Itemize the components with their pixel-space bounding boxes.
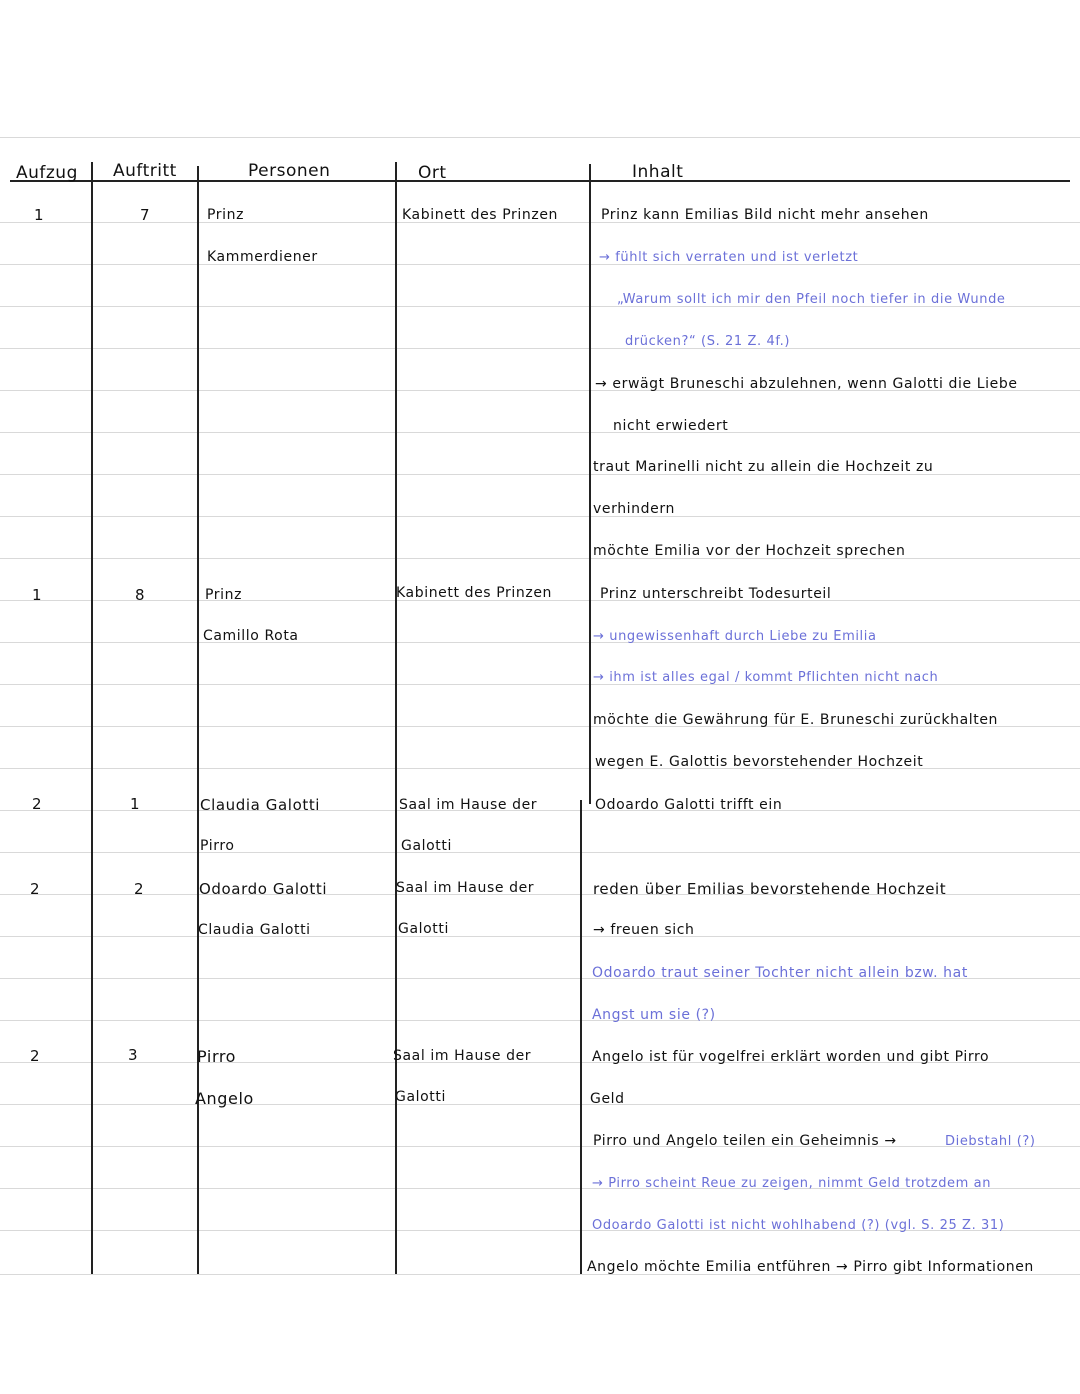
cell-inhalt: Odoardo Galotti ist nicht wohlhabend (?) (vgl. S. 25 Z. 31) <box>592 1218 1005 1233</box>
cell-ort: Galotti <box>395 1089 446 1105</box>
cell-person: Camillo Rota <box>203 628 299 644</box>
cell-inhalt: Diebstahl (?) <box>945 1134 1036 1149</box>
cell-inhalt: Odoardo Galotti trifft ein <box>595 797 783 813</box>
cell-inhalt: nicht erwiedert <box>613 418 729 434</box>
cell-ort: Kabinett des Prinzen <box>396 585 552 601</box>
cell-auftritt: 3 <box>128 1046 138 1064</box>
cell-person: Odoardo Galotti <box>199 880 328 898</box>
cell-inhalt: → Pirro scheint Reue zu zeigen, nimmt Geld trotzdem an <box>592 1176 992 1191</box>
cell-person: Claudia Galotti <box>200 796 321 814</box>
cell-ort: Saal im Hause der <box>396 880 535 896</box>
cell-inhalt: → fühlt sich verraten und ist verletzt <box>599 250 859 265</box>
cell-aufzug: 1 <box>32 586 42 604</box>
cell-auftritt: 1 <box>130 795 140 813</box>
cell-inhalt: „Warum sollt ich mir den Pfeil noch tiefer in die Wunde <box>617 292 1006 307</box>
cell-inhalt: → ihm ist alles egal / kommt Pflichten nicht nach <box>593 670 939 685</box>
cell-person: Angelo <box>195 1089 254 1108</box>
cell-aufzug: 2 <box>32 795 42 813</box>
header-inhalt: Inhalt <box>632 162 684 182</box>
cell-inhalt: Geld <box>590 1091 625 1107</box>
cell-ort: Galotti <box>398 921 449 937</box>
header-auftritt: Auftritt <box>113 161 177 181</box>
cell-ort: Saal im Hause der <box>399 797 538 813</box>
cell-person: Prinz <box>207 207 245 223</box>
cell-inhalt: Prinz unterschreibt Todesurteil <box>600 586 832 602</box>
cell-auftritt: 2 <box>134 880 144 898</box>
cell-inhalt: Angelo ist für vogelfrei erklärt worden und gibt Pirro <box>592 1049 990 1065</box>
cell-inhalt: reden über Emilias bevorstehende Hochzeit <box>593 880 947 898</box>
cell-aufzug: 2 <box>30 880 40 898</box>
cell-ort: Galotti <box>401 838 452 854</box>
cell-aufzug: 2 <box>30 1047 40 1065</box>
cell-inhalt: wegen E. Galottis bevorstehender Hochzeit <box>595 754 924 770</box>
cell-ort: Saal im Hause der <box>393 1048 532 1064</box>
cell-inhalt: möchte Emilia vor der Hochzeit sprechen <box>593 543 906 559</box>
cell-person: Kammerdiener <box>207 249 318 265</box>
cell-aufzug: 1 <box>34 206 44 224</box>
cell-inhalt: verhindern <box>593 501 675 517</box>
cell-auftritt: 7 <box>140 206 150 224</box>
cell-person: Claudia Galotti <box>198 922 311 938</box>
cell-auftritt: 8 <box>135 586 145 604</box>
cell-inhalt: → freuen sich <box>593 922 695 938</box>
cell-inhalt: Odoardo traut seiner Tochter nicht allein bzw. hat <box>592 965 968 981</box>
cell-person: Prinz <box>205 587 243 603</box>
cell-inhalt: Prinz kann Emilias Bild nicht mehr ansehen <box>601 207 929 223</box>
cell-inhalt: drücken?“ (S. 21 Z. 4f.) <box>625 334 790 349</box>
header-ort: Ort <box>418 163 447 183</box>
cell-inhalt: → ungewissenhaft durch Liebe zu Emilia <box>593 629 877 644</box>
cell-inhalt: → erwägt Bruneschi abzulehnen, wenn Galotti die Liebe <box>595 376 1018 392</box>
cell-inhalt: Angst um sie (?) <box>592 1007 716 1023</box>
cell-inhalt: Pirro und Angelo teilen ein Geheimnis → <box>593 1133 897 1149</box>
cell-inhalt: traut Marinelli nicht zu allein die Hochzeit zu <box>593 459 934 475</box>
cell-ort: Kabinett des Prinzen <box>402 207 558 223</box>
cell-person: Pirro <box>200 838 235 854</box>
cell-inhalt: Angelo möchte Emilia entführen → Pirro gibt Informationen <box>587 1259 1034 1275</box>
header-personen: Personen <box>248 161 331 181</box>
header-aufzug: Aufzug <box>16 163 78 183</box>
cell-inhalt: möchte die Gewährung für E. Bruneschi zurückhalten <box>593 712 999 728</box>
cell-person: Pirro <box>197 1047 237 1066</box>
